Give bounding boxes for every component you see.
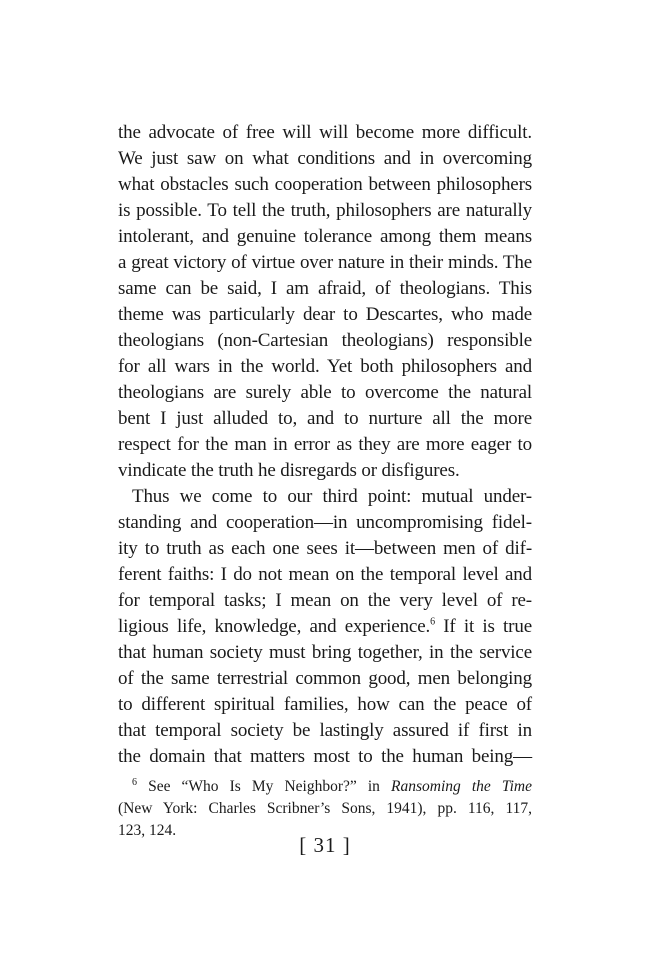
- text-line: theme was particularly dear to Descartes, who made: [118, 304, 532, 325]
- text-line: a great victory of virtue over nature in their minds. The: [118, 252, 532, 273]
- text-line: that temporal society be lastingly assured if first in: [118, 720, 532, 741]
- text-line: ligious life, knowledge, and experience.$^6$ If it is true: [118, 616, 532, 637]
- text-line: what obstacles such cooperation between philosophers: [118, 174, 532, 195]
- page-body: [118, 120, 532, 842]
- page-number: [ 31 ]: [299, 833, 351, 857]
- footnote-book-title: Ransoming the Time: [391, 778, 532, 795]
- text-line: theologians (non-Cartesian theologians) responsible: [118, 330, 532, 351]
- text-line: ferent faiths: I do not mean on the temporal level and: [118, 564, 532, 585]
- text-line: theologians are surely able to overcome the natural: [118, 382, 532, 403]
- text-line: We just saw on what conditions and in overcoming: [118, 148, 532, 169]
- text-line: vindicate the truth he disregards or disfigures.: [118, 460, 460, 481]
- text-line: Thus we come to our third point: mutual under-: [132, 486, 532, 507]
- paragraph-2: [118, 484, 532, 770]
- footnote-line: $^6$ See “Who Is My Neighbor?” in Ransoming the Time: [132, 776, 532, 795]
- footnote-line: 123, 124.: [118, 822, 177, 839]
- paragraph-1: [118, 120, 532, 484]
- text-line: for all wars in the world. Yet both philosophers and: [118, 356, 532, 377]
- footnote-marker: 6: [430, 616, 435, 628]
- text-line: is possible. To tell the truth, philosophers are naturally: [118, 200, 532, 221]
- footnote-line: (New York: Charles Scribner’s Sons, 1941), pp. 116, 117,: [118, 800, 532, 817]
- text-line: respect for the man in error as they are more eager to: [118, 434, 532, 455]
- text-line: the advocate of free will will become more difficult.: [118, 122, 532, 143]
- footnote-number: 6: [132, 776, 137, 788]
- text-line: the domain that matters most to the human being—: [118, 746, 532, 767]
- text-line: for temporal tasks; I mean on the very level of re-: [118, 590, 532, 611]
- text-line: same can be said, I am afraid, of theologians. This: [118, 278, 532, 299]
- text-line: that human society must bring together, in the service: [118, 642, 532, 663]
- text-line: standing and cooperation—in uncompromising fidel-: [118, 512, 532, 533]
- text-line: ity to truth as each one sees it—between men of dif-: [118, 538, 532, 559]
- text-line: intolerant, and genuine tolerance among them means: [118, 226, 532, 247]
- text-line: to different spiritual families, how can the peace of: [118, 694, 532, 715]
- text-line: of the same terrestrial common good, men belonging: [118, 668, 532, 689]
- text-line: bent I just alluded to, and to nurture all the more: [118, 408, 532, 429]
